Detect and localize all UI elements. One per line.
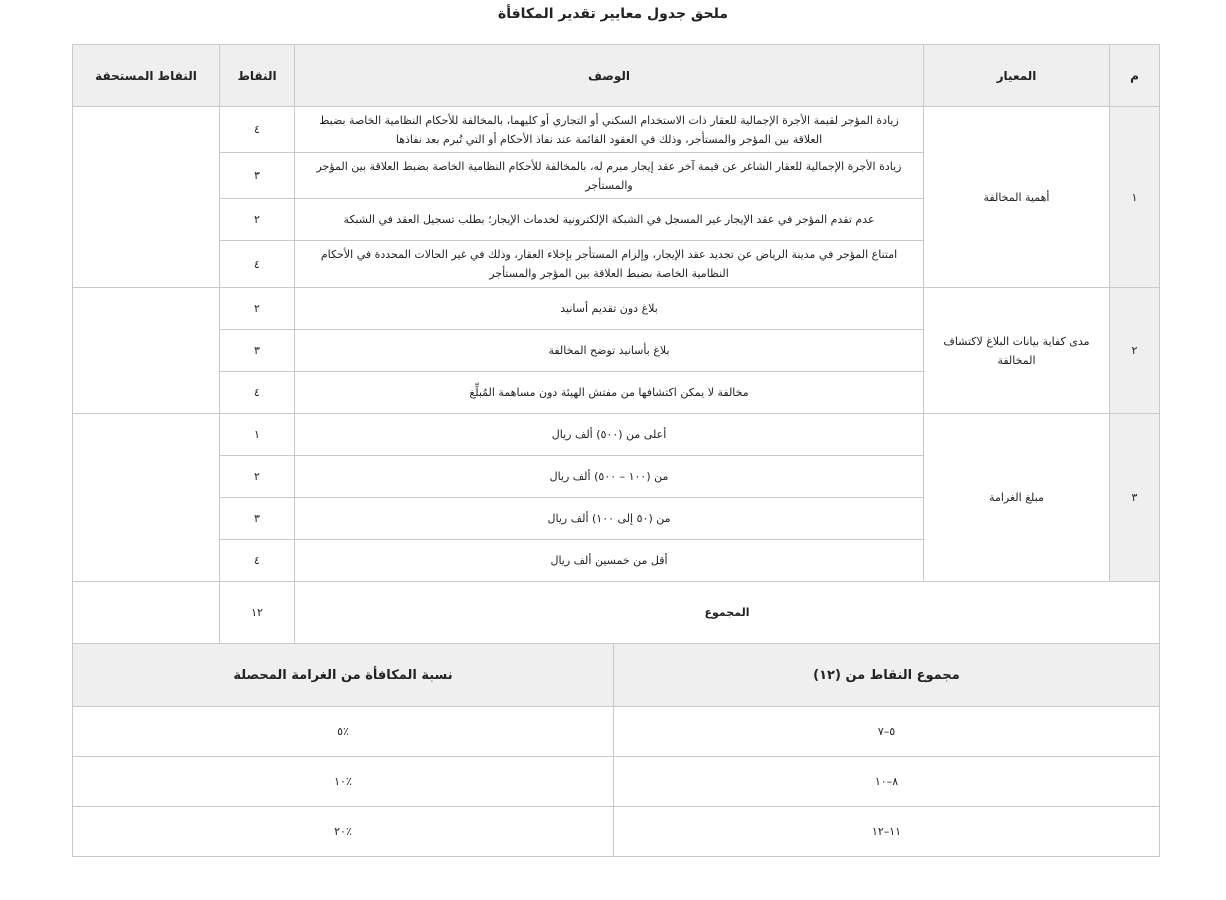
row-description: بلاغ دون تقديم أسانيد: [295, 288, 924, 330]
table-row: [73, 288, 1160, 330]
reward-ratio: ٪١٠: [73, 757, 614, 807]
row-points: ٤: [220, 107, 295, 153]
row-points: ٣: [220, 330, 295, 372]
group-criterion: أهمية المخالفة: [924, 107, 1110, 288]
page-title: ملحق جدول معايير تقدير المكافأة: [497, 6, 729, 22]
row-description: مخالفة لا يمكن اكتشافها من مفتش الهيئة دون مساهمة المُبلِّغ: [295, 372, 924, 414]
points-range: ٥–٧: [614, 707, 1160, 757]
group-criterion: مدى كفاية بيانات البلاغ لاكتشاف المخالفة: [924, 288, 1110, 414]
total-row: [73, 582, 1160, 644]
reward-ratio: ٪٥: [73, 707, 614, 757]
header-earned-points: النقاط المستحقة: [73, 45, 220, 107]
header-points-total: مجموع النقاط من (١٢): [614, 644, 1160, 707]
row-points: ٤: [220, 540, 295, 582]
reward-header-row: [73, 644, 1160, 707]
header-number: م: [1110, 45, 1160, 107]
header-description: الوصف: [295, 45, 924, 107]
points-range: ٨–١٠: [614, 757, 1160, 807]
table-row: [73, 757, 1160, 807]
row-description: عدم تقدم المؤجر في عقد الإيجار غير المسجل في الشبكة الإلكترونية لخدمات الإيجار؛ بطلب تسجيل العقد في الشبكة: [295, 199, 924, 241]
row-points: ٤: [220, 372, 295, 414]
earned-points-cell: [73, 414, 220, 582]
row-points: ٢: [220, 288, 295, 330]
header-reward-ratio: نسبة المكافأة من الغرامة المحصلة: [73, 644, 614, 707]
group-criterion: مبلغ الغرامة: [924, 414, 1110, 582]
earned-points-cell: [73, 107, 220, 288]
table-row: [73, 107, 1160, 153]
row-points: ١: [220, 414, 295, 456]
row-description: أعلى من (٥٠٠) ألف ريال: [295, 414, 924, 456]
group-number: ٢: [1110, 288, 1160, 414]
row-description: زيادة المؤجر لقيمة الأجرة الإجمالية للعقار ذات الاستخدام السكني أو التجاري أو كليهما، بالمخالفة للأحكام النظامية الخاصة بضبط العلاقة بين المؤجر والمستأجر، وذلك في العقود القائمة عند نفاذ الأحكام أو التي تُبرم بعد نفاذها: [295, 107, 924, 153]
row-description: بلاغ بأسانيد توضح المخالفة: [295, 330, 924, 372]
criteria-table: [72, 44, 1160, 644]
row-description: من (١٠٠ – ٥٠٠) ألف ريال: [295, 456, 924, 498]
header-points: النقاط: [220, 45, 295, 107]
points-range: ١١–١٢: [614, 807, 1160, 857]
row-description: زيادة الأجرة الإجمالية للعقار الشاغر عن قيمة آخر عقد إيجار مبرم له، بالمخالفة للأحكام النظامية الخاصة بضبط العلاقة بين المؤجر والمستأجر: [295, 153, 924, 199]
row-description: امتناع المؤجر في مدينة الرياض عن تجديد عقد الإيجار، وإلزام المستأجر بإخلاء العقار، وذلك في غير الحالات المحددة في الأحكام النظامية الخاصة بضبط العلاقة بين المؤجر والمستأجر: [295, 241, 924, 288]
row-points: ٣: [220, 498, 295, 540]
group-number: ٣: [1110, 414, 1160, 582]
total-label: المجموع: [295, 582, 1160, 644]
row-points: ٢: [220, 199, 295, 241]
total-points: ١٢: [220, 582, 295, 644]
reward-table: [72, 643, 1160, 857]
reward-ratio: ٪٢٠: [73, 807, 614, 857]
earned-points-total-cell: [73, 582, 220, 644]
row-points: ٤: [220, 241, 295, 288]
row-points: ٣: [220, 153, 295, 199]
row-points: ٢: [220, 456, 295, 498]
row-description: أقل من خمسين ألف ريال: [295, 540, 924, 582]
row-description: من (٥٠ إلى ١٠٠) ألف ريال: [295, 498, 924, 540]
table-row: [73, 807, 1160, 857]
criteria-header-row: [73, 45, 1160, 107]
earned-points-cell: [73, 288, 220, 414]
group-number: ١: [1110, 107, 1160, 288]
header-criterion: المعيار: [924, 45, 1110, 107]
table-row: [73, 414, 1160, 456]
table-row: [73, 707, 1160, 757]
